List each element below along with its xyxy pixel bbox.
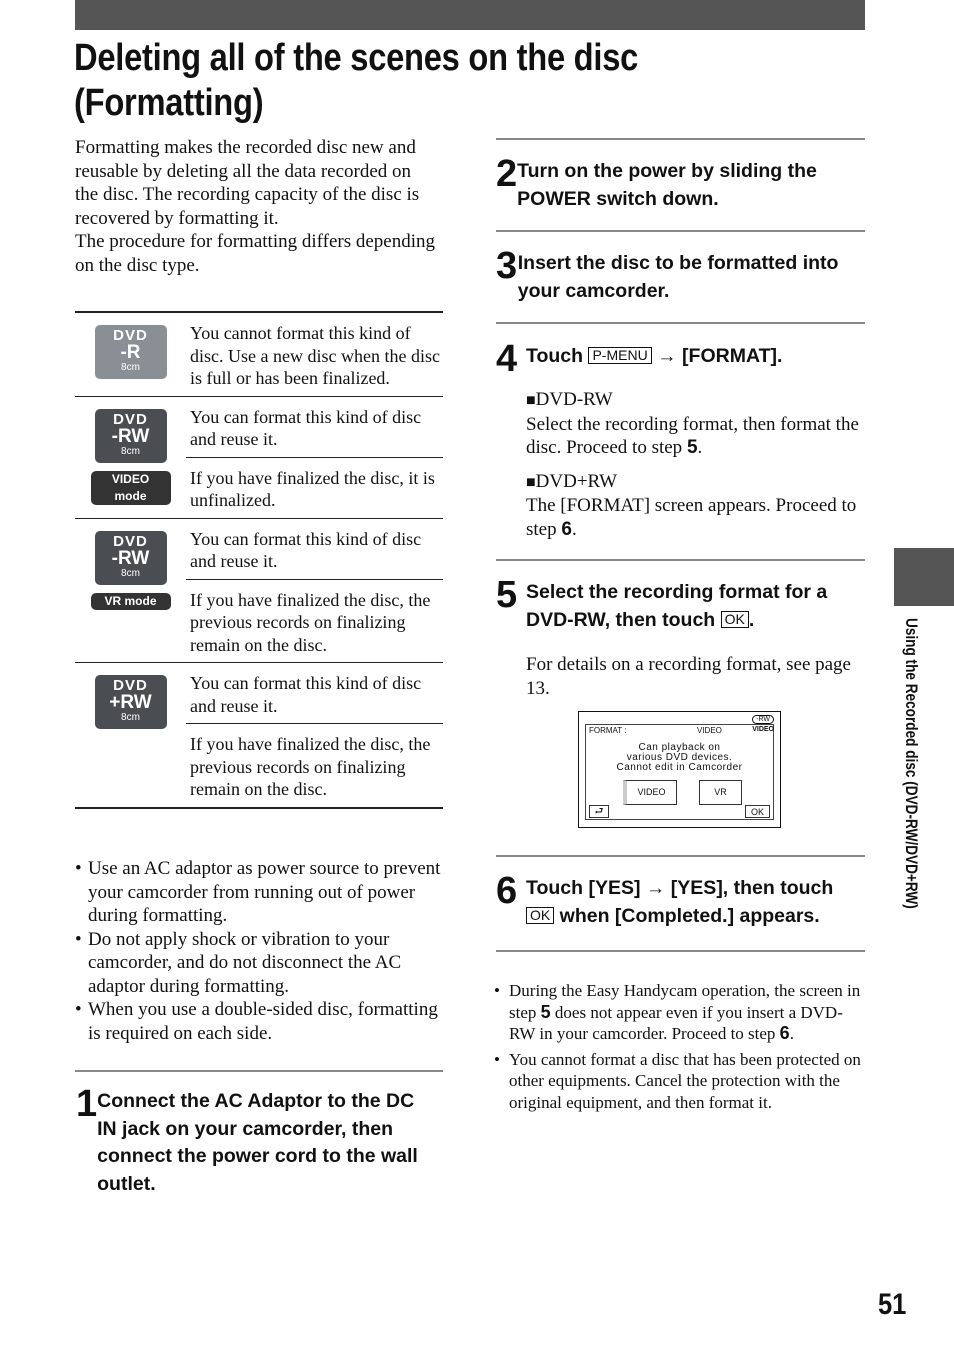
dvd-rw-logo-icon <box>95 531 167 585</box>
logo-top: DVD <box>113 677 148 694</box>
step-text: Insert the disc to be formatted into your camcorder. <box>517 252 839 302</box>
step-3 <box>496 245 864 305</box>
body-text: The [FORMAT] screen appears. Proceed to step <box>526 495 857 540</box>
step-5 <box>496 574 864 634</box>
list-item <box>494 980 866 1045</box>
step-number: 6 <box>496 870 518 912</box>
square-bullet-icon: ■ <box>526 392 536 409</box>
step-text <box>526 875 833 930</box>
step-text <box>526 343 782 378</box>
disc-row-dvd-r <box>75 313 443 397</box>
logo-bot: 8cm <box>121 445 140 457</box>
dvd-plus-rw-text <box>526 494 866 541</box>
page-number: 51 <box>878 1288 907 1321</box>
step-5-body: For details on a recording format, see page 13. <box>526 654 851 699</box>
step-number: 4 <box>496 338 518 380</box>
lcd-format-label: FORMAT : <box>589 726 627 735</box>
disc-row-dvd-plus-rw <box>75 663 443 809</box>
logo-bot: 8cm <box>121 567 140 579</box>
disc-icon-cell <box>75 663 186 807</box>
disc-icon-cell <box>75 519 186 663</box>
note-part: During the Easy Handycam operation, the screen in step <box>509 981 861 1022</box>
step-text-part: Select the recording format for a <box>526 581 828 603</box>
disc-icon-cell <box>75 397 186 518</box>
note-text <box>509 980 866 1045</box>
video-mode-badge: VIDEO mode <box>91 471 171 505</box>
dvd-rw-heading <box>526 388 866 413</box>
disc-type-table <box>75 311 443 809</box>
section-tab-label <box>896 618 926 998</box>
ok-key-icon: OK <box>526 907 554 924</box>
step-text-part: → [FORMAT]. <box>657 345 783 367</box>
step-number: 1 <box>76 1083 98 1125</box>
step-number: 3 <box>496 245 518 287</box>
bullet-dot: • <box>75 928 82 950</box>
disc-text-cell <box>186 397 443 518</box>
logo-mid: -R <box>120 342 141 363</box>
bullet-dot: • <box>494 1049 500 1069</box>
square-bullet-icon: ■ <box>526 473 536 491</box>
disc-description: You can format this kind of disc and reuse it. <box>190 528 422 571</box>
title-line-2: (Formatting) <box>74 82 264 124</box>
disc-finalize-note: If you have finalized the disc, the previous records on finalizing remain on the disc. <box>186 579 443 663</box>
bullet-dot: • <box>494 981 500 1000</box>
lcd-ok-button[interactable]: OK <box>745 805 770 818</box>
logo-mid: +RW <box>109 692 152 713</box>
divider <box>496 138 865 140</box>
lcd-format-screen <box>578 711 781 828</box>
step-1 <box>76 1083 436 1198</box>
divider <box>75 1070 443 1072</box>
intro-paragraph-1: Formatting makes the recorded disc new and reusable by deleting all the data recorded on the disc. The recording capacity of the disc is recovered by formatting it. <box>75 137 420 229</box>
section-tab <box>894 548 954 606</box>
disc-finalize-note: If you have finalized the disc, the previous records on finalizing remain on the disc. <box>186 723 443 807</box>
punct: . <box>748 608 755 631</box>
punct: . <box>571 518 577 540</box>
lcd-disc-mode: VIDEO <box>752 726 774 733</box>
disc-description: You can format this kind of disc and reuse it. <box>190 406 422 449</box>
dvd-plus-rw-heading <box>526 470 866 495</box>
logo-mid: -RW <box>111 547 150 569</box>
step-ref: 6 <box>779 1023 790 1043</box>
note-text: You cannot format a disc that has been protected on other equipments. Cancel the protection with the original equipment, and then format it. <box>509 1049 861 1112</box>
step-ref: 5 <box>686 437 698 458</box>
step-6 <box>496 870 864 930</box>
dvd-rw-text <box>526 413 866 460</box>
section-label-text: Using the Recorded disc (DVD-RW/DVD+RW) <box>902 618 921 909</box>
step-text: Connect the AC Adaptor to the DC IN jack on your camcorder, then connect the power cord to the wall outlet. <box>97 1090 418 1195</box>
step-text-part: DVD-RW, then touch <box>526 608 716 631</box>
divider <box>496 950 865 952</box>
step-4-body <box>526 388 866 541</box>
disc-text-cell <box>186 313 443 396</box>
step-text-part: Touch [YES] → [YES], then touch <box>526 877 834 899</box>
header-bar <box>75 0 865 30</box>
bullet-dot: • <box>75 858 82 879</box>
ok-key-icon: OK <box>721 611 749 628</box>
step-2 <box>496 153 864 213</box>
p-menu-key-icon: P-MENU <box>588 347 651 364</box>
heading-text: DVD-RW <box>535 389 613 410</box>
list-item <box>494 1049 866 1114</box>
page-title <box>74 36 762 126</box>
lcd-return-icon[interactable]: ⮐ <box>589 805 609 818</box>
lcd-rw-disc-icon: -RW <box>752 715 774 724</box>
logo-top: DVD <box>113 532 148 550</box>
divider <box>496 855 865 857</box>
intro-text <box>75 136 435 277</box>
note-part: does not appear even if you insert a DVD-RW in your camcorder. Proceed to step <box>509 1002 843 1043</box>
intro-paragraph-2: The procedure for formatting differs depending on the disc type. <box>75 231 435 276</box>
step-text <box>526 579 827 634</box>
punct: . <box>789 1024 794 1043</box>
body-text: Select the recording format, then format the disc. Proceed to step <box>526 413 859 458</box>
step-number: 2 <box>496 153 518 195</box>
disc-description: You can format this kind of disc and reuse it. <box>190 673 422 716</box>
bullet-text: When you use a double-sided disc, formatting is required on each side. <box>88 999 438 1044</box>
lcd-msg-line: Cannot edit in Camcorder <box>616 762 743 773</box>
notes-list <box>494 980 866 1113</box>
logo-bot: 8cm <box>121 712 140 723</box>
bullet-text: Use an AC adaptor as power source to prevent your camcorder from running out of power during formatting. <box>88 858 441 926</box>
step-ref: 6 <box>561 518 572 540</box>
step-ref: 5 <box>540 1001 551 1022</box>
divider <box>496 230 865 232</box>
list-item <box>75 998 443 1045</box>
disc-text-cell <box>186 663 443 807</box>
step-number: 5 <box>496 574 518 616</box>
dvd-r-logo-icon <box>95 325 167 379</box>
step-text-part: when [Completed.] appears. <box>559 904 820 927</box>
list-item <box>75 928 443 999</box>
logo-mid: -RW <box>111 425 150 447</box>
disc-row-dvd-rw-video <box>75 397 443 519</box>
disc-description: You cannot format this kind of disc. Use a new disc when the disc is full or has been finalized. <box>190 323 440 388</box>
disc-row-dvd-rw-vr <box>75 519 443 664</box>
lcd-format-value: VIDEO <box>697 726 722 735</box>
heading-text: DVD+RW <box>535 470 618 492</box>
caution-list <box>75 857 443 1045</box>
title-line-1: Deleting all of the scenes on the disc <box>74 37 639 79</box>
bullet-text: Do not apply shock or vibration to your camcorder, and do not disconnect the AC adaptor during formatting. <box>88 928 402 997</box>
logo-top: DVD <box>113 410 148 428</box>
bullet-dot: • <box>75 999 82 1020</box>
lcd-message <box>579 743 780 773</box>
logo-top: DVD <box>113 327 148 344</box>
lcd-vr-button[interactable]: VR <box>699 780 742 805</box>
vr-mode-badge: VR mode <box>91 593 171 610</box>
lcd-msg-line: various DVD devices. <box>626 752 733 763</box>
logo-bot: 8cm <box>121 362 140 373</box>
disc-icon-cell <box>75 313 186 396</box>
step-text: Turn on the power by sliding the POWER switch down. <box>517 160 817 210</box>
dvd-plus-rw-logo-icon <box>95 675 167 729</box>
dvd-rw-logo-icon <box>95 409 167 463</box>
divider <box>496 322 865 324</box>
lcd-video-button[interactable]: VIDEO <box>623 780 677 805</box>
disc-finalize-note: If you have finalized the disc, it is unfinalized. <box>186 457 443 518</box>
divider <box>496 559 865 561</box>
list-item <box>75 857 443 928</box>
step-4 <box>496 338 864 380</box>
punct: . <box>697 437 703 458</box>
disc-text-cell <box>186 519 443 663</box>
step-text-part: Touch <box>526 345 584 367</box>
lcd-msg-line: Can playback on <box>638 742 721 753</box>
